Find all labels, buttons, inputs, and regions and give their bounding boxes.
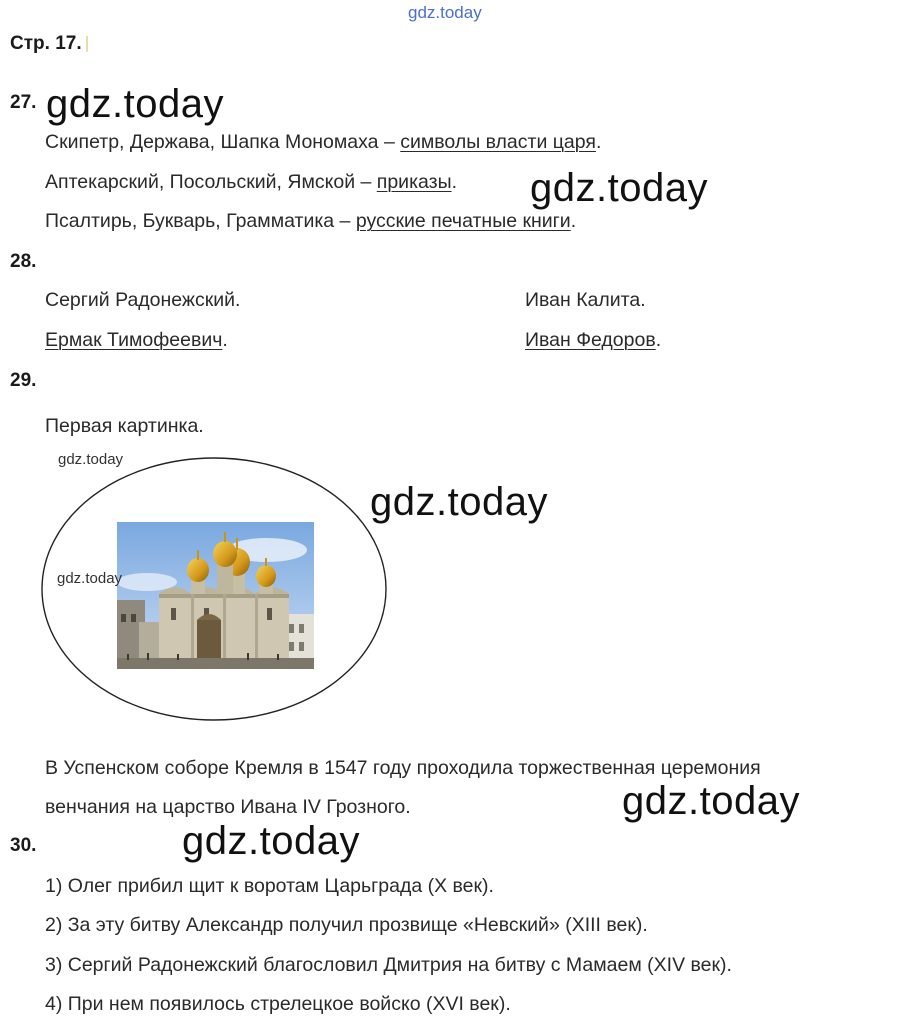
- line-end: .: [640, 289, 646, 311]
- task-28-right-2: [525, 328, 661, 352]
- watermark-big: gdz.today: [46, 82, 224, 126]
- answer-underlined: символы власти царя: [400, 131, 596, 153]
- line-end: .: [570, 210, 577, 232]
- watermark-big: gdz.today: [622, 779, 800, 823]
- task-27-line-3: [45, 209, 576, 233]
- person-name: Иван Калита: [525, 289, 641, 311]
- line-text: Псалтирь, Букварь, Грамматика –: [45, 210, 356, 232]
- task-28-left-2: [45, 328, 228, 352]
- task-29-answer-line-1: В Успенском соборе Кремля в 1547 году проходила торжественная церемония: [45, 757, 761, 779]
- line-end: .: [451, 171, 458, 193]
- watermark-big: gdz.today: [370, 480, 548, 524]
- watermark-small: gdz.today: [58, 451, 124, 468]
- task-30-item-2: 2) За эту битву Александр получил прозвище «Невский» (XIII век).: [45, 914, 648, 936]
- task-30-item-1: 1) Олег прибил щит к воротам Царьграда (X век).: [45, 875, 494, 897]
- task-29-answer-line-2: венчания на царство Ивана IV Грозного.: [45, 796, 411, 818]
- answer-underlined: приказы: [376, 171, 452, 193]
- watermark-small: gdz.today: [57, 570, 123, 587]
- text-cursor-mark: [86, 36, 88, 52]
- person-name: Сергий Радонежский: [45, 289, 236, 311]
- task-28-number: 28.: [10, 251, 37, 272]
- task-27-number: 27.: [10, 92, 37, 113]
- watermark-big: gdz.today: [530, 166, 708, 210]
- cathedral-photo: [117, 522, 314, 669]
- task-30-number: 30.: [10, 835, 37, 856]
- line-end: .: [222, 329, 228, 351]
- line-end: .: [595, 131, 602, 153]
- person-name-underlined: Иван Федоров: [525, 329, 656, 351]
- watermark-top: gdz.today: [408, 3, 482, 22]
- person-name-underlined: Ермак Тимофеевич: [45, 329, 223, 351]
- task-29-caption: Первая картинка.: [45, 415, 204, 437]
- page-label: [10, 32, 88, 56]
- page-label-text: Стр. 17.: [10, 33, 82, 54]
- task-28-left-1: [45, 288, 240, 312]
- line-text: Скипетр, Держава, Шапка Мономаха –: [45, 131, 401, 153]
- task-30-item-4: 4) При нем появилось стрелецкое войско (XVI век).: [45, 993, 511, 1015]
- line-end: .: [655, 329, 662, 351]
- task-29-number: 29.: [10, 370, 37, 391]
- watermark-big: gdz.today: [182, 819, 360, 863]
- task-27-line-2: [45, 170, 457, 194]
- task-27-line-1: [45, 130, 601, 154]
- task-28-right-1: [525, 288, 646, 312]
- line-text: Аптекарский, Посольский, Ямской –: [45, 171, 377, 193]
- answer-underlined: русские печатные книги: [355, 210, 571, 232]
- task-30-item-3: 3) Сергий Радонежский благословил Дмитрия на битву с Мамаем (XIV век).: [45, 954, 732, 976]
- line-end: .: [235, 289, 241, 311]
